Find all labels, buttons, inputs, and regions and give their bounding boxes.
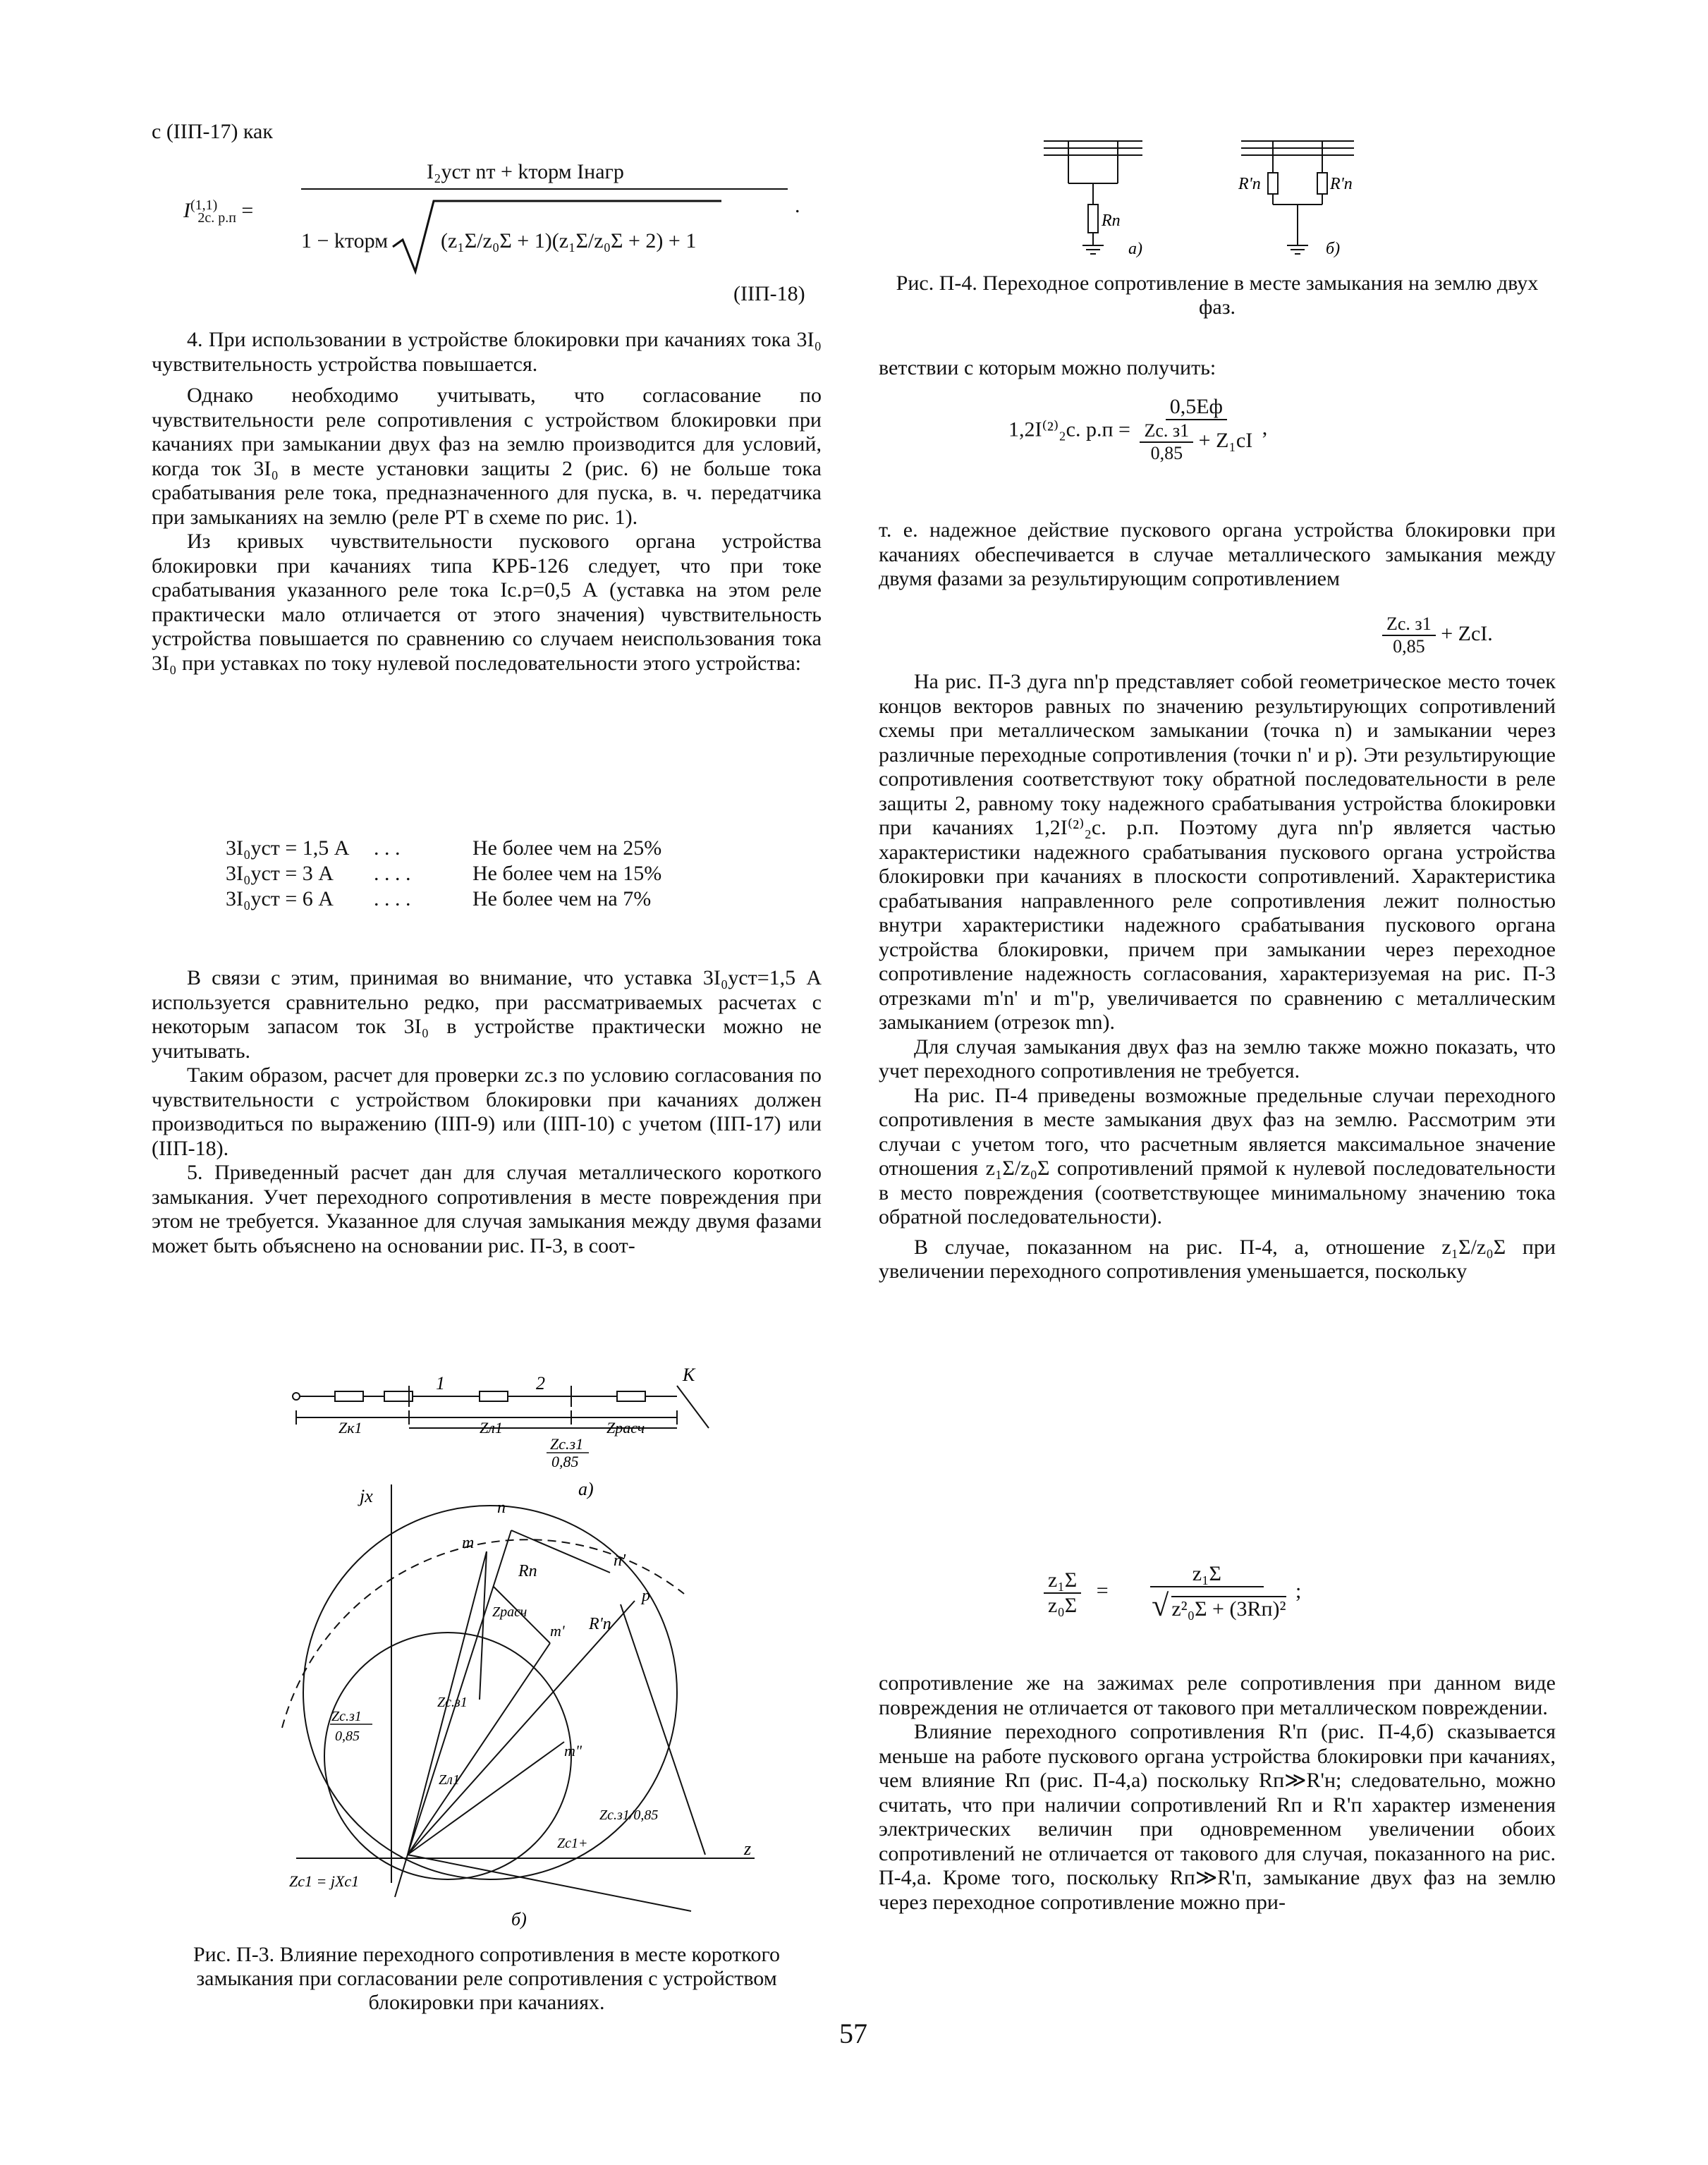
label-085: 0,85 (551, 1453, 579, 1470)
paragraph-calculation: Таким образом, расчет для проверки zс.з по условию согласования по чувствительности с устройством блокировки при качаниях должен производиться по выражению (IIП-9) или (IIП-10) с учетом (IIП-17) или (IIП-18). (152, 1063, 822, 1160)
label-rn1-b: R'п (1238, 175, 1261, 193)
formula-dot: . (795, 194, 800, 217)
fault-point-label: K (683, 1365, 695, 1385)
fraction-bar (301, 188, 788, 190)
label-zl1: Zл1 (480, 1419, 503, 1437)
formula-den-prefix: 1 − kторм (301, 229, 389, 252)
point-m: m (462, 1534, 475, 1552)
right-text-reliable (879, 518, 1556, 592)
paragraph-ratio: В случае, показанном на рис. П-4, а, отношение z₁Σ/z₀Σ при увеличении переходного сопротивления уменьшается, поскольку (879, 1235, 1556, 1283)
paragraph-5: 5. Приведенный расчет дан для случая металлического короткого замыкания. Учет переходного сопротивления в месте повреждения при этом не требуется. Указанное для случая замыкания между двумя фазами может быть объяснено на основании рис. П-3, в соот- (152, 1161, 822, 1257)
formula-3: $\frac{\text{z₁Σ}}{\text{z₀Σ}}$ = $\frac{\text{z₁Σ}}{\text{√ z²₀Σ + (3Rп)²}}$ ; (1044, 1562, 1301, 1623)
right-text-block (879, 670, 1556, 1284)
figure-p3b-label: б) (511, 1909, 527, 1929)
formula-numerator: I₂уст nт + kторм Iнагр (427, 160, 624, 183)
relay-label-1: 1 (436, 1373, 445, 1393)
point-p: p (642, 1587, 650, 1605)
paragraph-reliable: т. е. надежное действие пускового органа устройства блокировки при качаниях обеспечивается в случае металлического замыкания между двумя фазами за результирующим сопротивлением (879, 518, 1556, 590)
right-text-block-2 (879, 1671, 1556, 1915)
page-number: 57 (839, 2018, 867, 2049)
formula-den-root: (z₁Σ/z₀Σ + 1)(z₁Σ/z₀Σ + 2) + 1 (441, 229, 697, 252)
formula-2: 1,2I⁽²⁾₂с. р.п = 0,5Eф $\frac{Zс. з1}{0,85}$ + Z₁cI , (1008, 395, 1268, 463)
table-row: 3I₀уст = 1,5 А . . . Не более чем на 25% (226, 836, 662, 860)
point-m1: m' (550, 1622, 565, 1640)
label-zras: Zрасч (606, 1419, 645, 1437)
paragraph-two-phase: Для случая замыкания двух фаз на землю также можно показать, что учет переходного сопротивления не требуется. (879, 1035, 1556, 1082)
label-zl1-b: Zл1 (439, 1772, 460, 1788)
figure-p3-caption: Рис. П-3. Влияние переходного сопротивления в месте короткого замыкания при согласовании реле сопротивления с устройством блокировки при качаниях. (193, 1943, 781, 2014)
figure-p4 (1030, 127, 1396, 268)
figure-p3b-diagram (282, 1484, 755, 1911)
settings-table (226, 836, 661, 912)
label-zc1-eq: Zc1 = jXc1 (289, 1872, 360, 1890)
formula-lhs: I$^{(1,1)}_{2с. р.п}$ = (183, 197, 254, 226)
label-zc31-c: Zс.з1 (437, 1695, 468, 1710)
paragraph-limit-cases: На рис. П-4 приведены возможные предельные случаи переходного сопротивления в месте замыкания двух фаз на землю. Рассмотрим эти случаи с учетом того, что расчетным является максимальное значение отношения z₁Σ/z₀Σ сопротивлений прямой к нулевой последовательности в место повреждения (соответствующее минимальному значению тока обратной последовательности). (879, 1083, 1556, 1228)
figure-p4a-label: а) (1128, 240, 1142, 258)
table-row: 3I₀уст = 6 А . . . . Не более чем на 7% (226, 887, 652, 910)
axis-jx: jx (360, 1486, 373, 1506)
paragraph-curves: Из кривых чувствительности пускового органа устройства блокировки при качаниях типа КРБ-126 следует, что при токе срабатывания указанного реле тока Iс.р=0,5 А (уставка на этом реле практически мало отличается от этого значения) чувствительность устройства повышается по сравнению со случаем неиспользования тока 3I₀ при уставках по току нулевой последовательности этого устройства: (152, 530, 822, 675)
left-text-block-2 (152, 966, 822, 1258)
formula-result-resistance: $\frac{Zс. з1}{0,85}$ + ZcI. (1382, 614, 1493, 657)
figure-p4-caption: Рис. П-4. Переходное сопротивление в месте замыкания на землю двух фаз. (896, 272, 1539, 319)
text-consequence: ветствии с которым можно получить: (879, 356, 1216, 379)
paragraph-4: 4. При использовании в устройстве блокировки при качаниях тока 3I₀ чувствительность устройства повышается. (152, 328, 822, 376)
paragraph-sensitivity: Однако необходимо учитывать, что согласование по чувствительности реле сопротивления с устройством блокировки при качаниях при замыкании двух фаз на землю производится для условий, когда ток 3I₀ в месте установки защиты 2 (рис. 6) не больше тока срабатывания реле тока, предназначенного для пуска, в. ч. передатчика при замыканиях на землю (реле PT в схеме по рис. 1). (152, 384, 822, 529)
paragraph-setting: В связи с этим, принимая во внимание, что уставка 3I₀уст=1,5 А используется сравнительно редко, при рассматриваемых расчетах с некоторым запасом ток 3I₀ в устройстве практически можно не учитывать. (152, 966, 822, 1063)
label-zc31-b: Zс.з1 (331, 1709, 362, 1724)
relay-label-2: 2 (536, 1373, 545, 1393)
label-zk1: Zк1 (338, 1419, 362, 1437)
point-n: n (497, 1499, 506, 1517)
label-zc31: Zс.з1 (550, 1435, 584, 1453)
paragraph-influence: Влияние переходного сопротивления R'п (рис. П-4,б) сказывается меньше на работе пускового органа устройства блокировки при качаниях, чем влияние Rп (рис. П-4,а) поскольку Rп≫R'н; следовательно, можно считать, что при наличии сопротивлений Rп и R'п характер изменения электрических величин при одновременном увеличении обоих сопротивлений не отличается от такового для случая, показанного на рис. П-4,а. Кроме того, поскольку Rп≫R'п, замыкание двух фаз на землю через переходное сопротивление можно при- (879, 1720, 1556, 1914)
label-zc1: Zc1+ (557, 1836, 588, 1851)
formula-iip18 (152, 159, 822, 300)
point-n1: n' (614, 1551, 626, 1570)
sqrt-sign-icon: √ (1152, 1588, 1169, 1623)
figure-p4b-label: б) (1326, 240, 1341, 258)
axis-z: z (744, 1838, 752, 1859)
figure-p3 (268, 1361, 776, 1939)
figure-p3a-label: а) (578, 1479, 594, 1499)
point-m2: m" (564, 1742, 582, 1760)
label-rn-a: Rп (1102, 212, 1121, 230)
label-085-b: 0,85 (335, 1728, 360, 1744)
label-rn2-b: R'п (1330, 175, 1353, 193)
label-rn1: R'п (589, 1615, 611, 1633)
table-row: 3I₀уст = 3 А . . . . Не более чем на 15% (226, 862, 662, 885)
left-text-block (152, 328, 822, 676)
label-zras-b: Zрасч (492, 1604, 527, 1620)
paragraph-relay-terminals: сопротивление же на зажимах реле сопротивления при данном виде повреждения не отличается от такового при металлическом повреждении. (879, 1671, 1556, 1719)
paragraph-arc: На рис. П-3 дуга nn'p представляет собой геометрическое место точек концов векторов равных по значению результирующих сопротивлений схемы при металлическом замыкании (точка n) и замыкании через различные переходные сопротивления (точки n' и p). Эти результирующие сопротивления соответствуют току обратной последовательности в реле защиты 2, равному току надежного срабатывания устройства блокировки при качаниях 1,2I⁽²⁾₂с. р.п. Поэтому дуга nn'p является частью характеристики надежного срабатывания пускового органа устройства блокировки при качаниях в плоскости сопротивлений. Характеристика срабатывания направленного реле сопротивления лежит полностью внутри характеристики надежного срабатывания пускового органа устройства блокировки, причем при замыкании через переходное сопротивление надежность согласования, характеризуемая на рис. П-3 отрезками m'n' и m"p, увеличивается по сравнению с металлическим замыканием (отрезок mn). (879, 670, 1556, 1034)
label-rn: Rп (518, 1562, 537, 1580)
equation-number: (IIП-18) (733, 282, 805, 305)
intro-text: с (IIП-17) как (152, 120, 273, 143)
label-zc085: Zс.з1/0,85 (599, 1807, 659, 1823)
